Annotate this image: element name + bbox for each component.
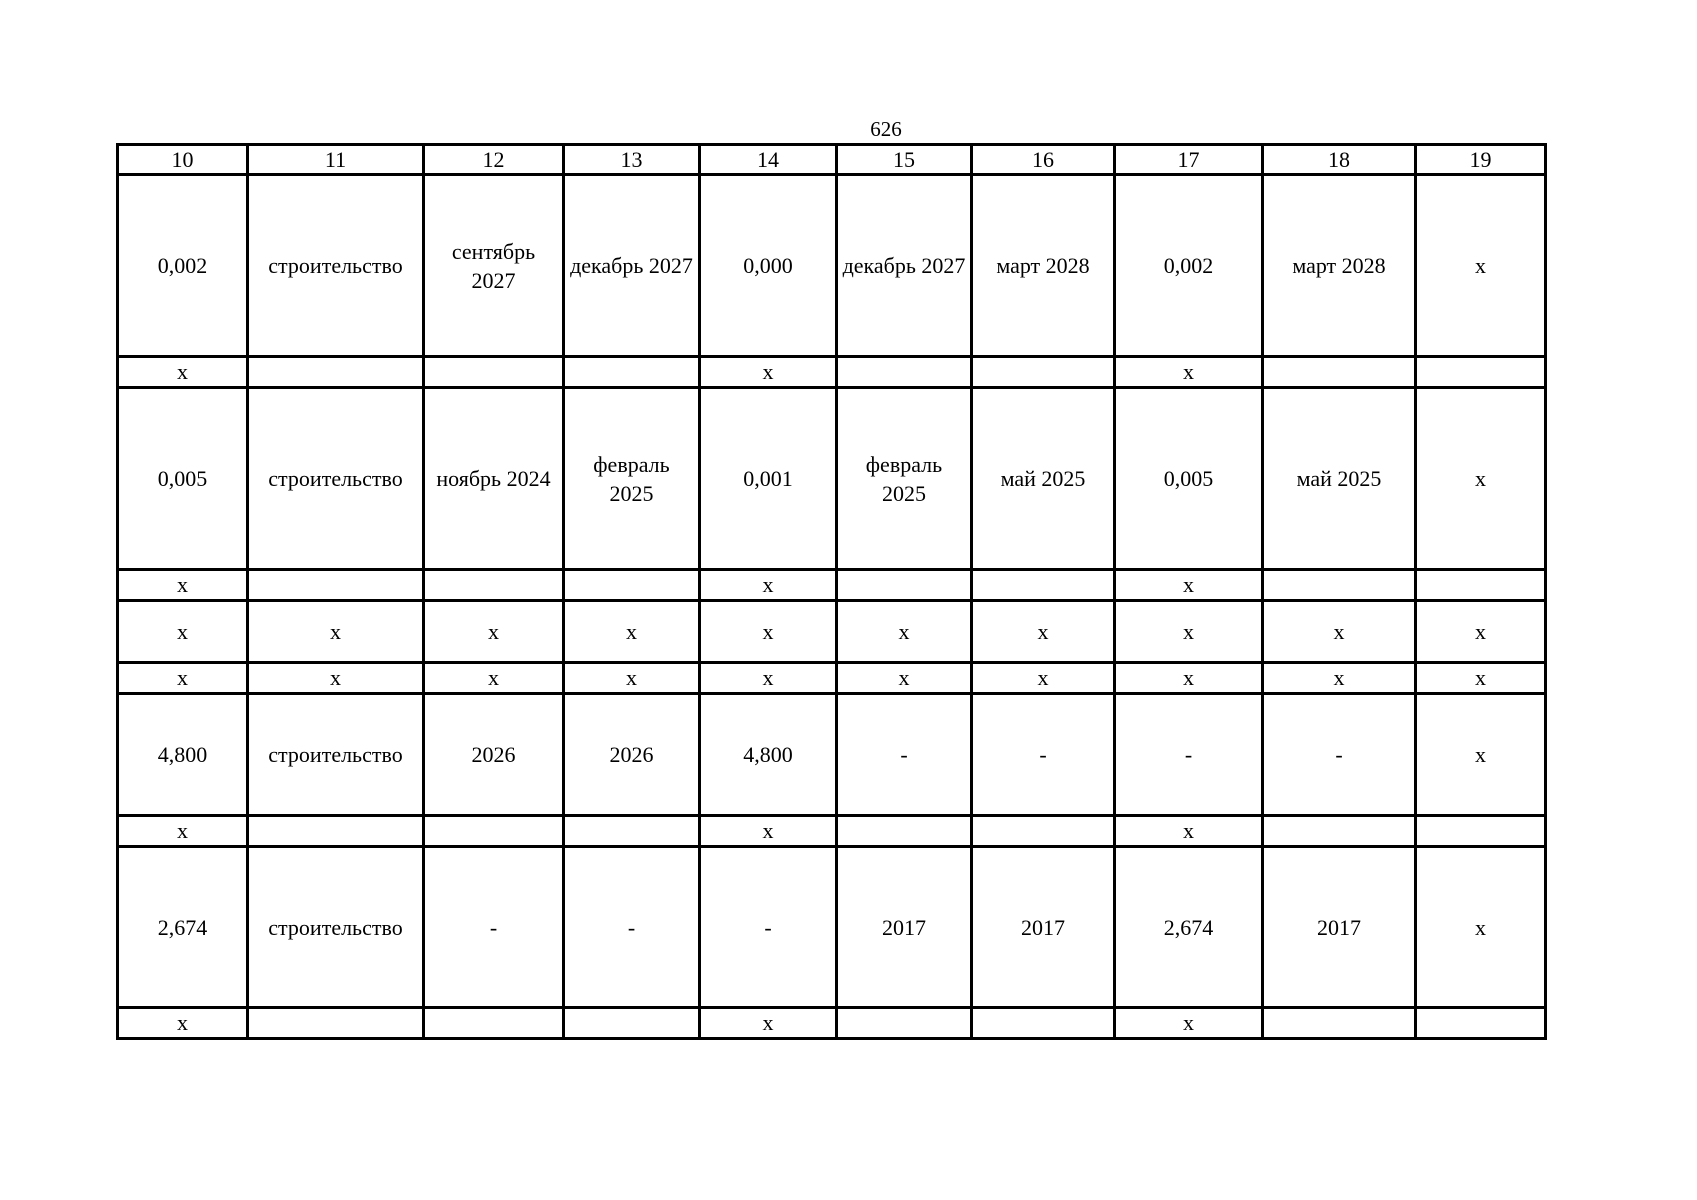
table-cell: х: [1115, 601, 1263, 663]
table-cell: [1263, 816, 1416, 847]
table-cell: -: [972, 694, 1115, 816]
table-cell: х: [564, 601, 700, 663]
table-cell: х: [1416, 663, 1546, 694]
table-cell: х: [972, 663, 1115, 694]
table-cell: -: [1115, 694, 1263, 816]
table-row: [118, 570, 1546, 601]
table-cell: [248, 357, 424, 388]
table-row: [118, 694, 1546, 816]
table-cell: 4,800: [118, 694, 248, 816]
table-cell: [564, 570, 700, 601]
table-cell: х: [248, 601, 424, 663]
table-row: [118, 663, 1546, 694]
table-cell: х: [1115, 1008, 1263, 1039]
table-cell: [1416, 816, 1546, 847]
table-cell: [837, 1008, 972, 1039]
table-cell: х: [118, 816, 248, 847]
table-cell: [248, 816, 424, 847]
table-cell: х: [837, 601, 972, 663]
table-cell: 2,674: [1115, 847, 1263, 1008]
column-header: 15: [837, 145, 972, 175]
table-cell: [424, 357, 564, 388]
table-cell: х: [424, 663, 564, 694]
table-cell: х: [118, 601, 248, 663]
column-header: 14: [700, 145, 837, 175]
header-row: [118, 145, 1546, 175]
table-row: [118, 816, 1546, 847]
table-cell: х: [1115, 570, 1263, 601]
table-cell: май 2025: [972, 388, 1115, 570]
column-header: 18: [1263, 145, 1416, 175]
table-cell: строительство: [248, 175, 424, 357]
table-cell: х: [1263, 601, 1416, 663]
table-cell: х: [700, 1008, 837, 1039]
column-header: 12: [424, 145, 564, 175]
data-table: [116, 143, 1547, 1040]
table-cell: 2017: [1263, 847, 1416, 1008]
table-cell: [972, 1008, 1115, 1039]
table-row: [118, 357, 1546, 388]
table-cell: март 2028: [972, 175, 1115, 357]
table-cell: [424, 1008, 564, 1039]
table-cell: [837, 816, 972, 847]
table-cell: [1416, 570, 1546, 601]
table-cell: -: [564, 847, 700, 1008]
table-cell: х: [700, 570, 837, 601]
table-cell: 2017: [837, 847, 972, 1008]
table-cell: [1416, 357, 1546, 388]
table-row: [118, 1008, 1546, 1039]
table-cell: х: [700, 357, 837, 388]
table-cell: [424, 816, 564, 847]
table-cell: х: [700, 663, 837, 694]
table-cell: -: [1263, 694, 1416, 816]
table-cell: декабрь 2027: [837, 175, 972, 357]
table-cell: х: [564, 663, 700, 694]
table-row: [118, 847, 1546, 1008]
column-header: 16: [972, 145, 1115, 175]
table-cell: декабрь 2027: [564, 175, 700, 357]
table-cell: февраль 2025: [564, 388, 700, 570]
table-cell: х: [1263, 663, 1416, 694]
table-cell: -: [424, 847, 564, 1008]
table-cell: [248, 570, 424, 601]
table-cell: [1416, 1008, 1546, 1039]
table-cell: х: [700, 816, 837, 847]
table-cell: х: [700, 601, 837, 663]
table-body: [118, 145, 1546, 1039]
table-cell: сентябрь 2027: [424, 175, 564, 357]
table-cell: [564, 1008, 700, 1039]
table-row: [118, 388, 1546, 570]
column-header: 19: [1416, 145, 1546, 175]
table-cell: х: [118, 570, 248, 601]
table-cell: х: [1416, 388, 1546, 570]
table-cell: х: [1416, 175, 1546, 357]
table-cell: х: [118, 1008, 248, 1039]
table-cell: [248, 1008, 424, 1039]
table-cell: 0,005: [1115, 388, 1263, 570]
table-cell: 0,002: [1115, 175, 1263, 357]
column-header: 11: [248, 145, 424, 175]
table-cell: [1263, 357, 1416, 388]
table-cell: [837, 570, 972, 601]
table-row: [118, 175, 1546, 357]
table-cell: строительство: [248, 388, 424, 570]
table-cell: 0,001: [700, 388, 837, 570]
table-cell: 2026: [564, 694, 700, 816]
table-cell: 4,800: [700, 694, 837, 816]
table-cell: х: [1115, 663, 1263, 694]
table-cell: 0,000: [700, 175, 837, 357]
column-header: 10: [118, 145, 248, 175]
table-row: [118, 601, 1546, 663]
table-cell: х: [248, 663, 424, 694]
table-cell: х: [1115, 357, 1263, 388]
table-cell: 0,002: [118, 175, 248, 357]
table-cell: х: [1416, 694, 1546, 816]
table-cell: [564, 357, 700, 388]
page-number: 626: [870, 117, 902, 141]
table-cell: строительство: [248, 694, 424, 816]
table-cell: ноябрь 2024: [424, 388, 564, 570]
table-cell: х: [1416, 847, 1546, 1008]
table-cell: х: [118, 357, 248, 388]
table-cell: -: [837, 694, 972, 816]
table-cell: [972, 570, 1115, 601]
table-cell: х: [1115, 816, 1263, 847]
table-cell: [972, 816, 1115, 847]
table-cell: строительство: [248, 847, 424, 1008]
table-cell: х: [424, 601, 564, 663]
table-cell: [1263, 570, 1416, 601]
column-header: 17: [1115, 145, 1263, 175]
table-cell: [564, 816, 700, 847]
table-cell: 0,005: [118, 388, 248, 570]
table-cell: май 2025: [1263, 388, 1416, 570]
table-cell: февраль 2025: [837, 388, 972, 570]
table-cell: х: [972, 601, 1115, 663]
table-cell: март 2028: [1263, 175, 1416, 357]
table-cell: 2026: [424, 694, 564, 816]
table-cell: х: [118, 663, 248, 694]
table-cell: [837, 357, 972, 388]
table-cell: х: [837, 663, 972, 694]
table-cell: [972, 357, 1115, 388]
table-cell: 2017: [972, 847, 1115, 1008]
column-header: 13: [564, 145, 700, 175]
table-cell: [1263, 1008, 1416, 1039]
table-cell: [424, 570, 564, 601]
table-cell: -: [700, 847, 837, 1008]
table-cell: х: [1416, 601, 1546, 663]
table-cell: 2,674: [118, 847, 248, 1008]
